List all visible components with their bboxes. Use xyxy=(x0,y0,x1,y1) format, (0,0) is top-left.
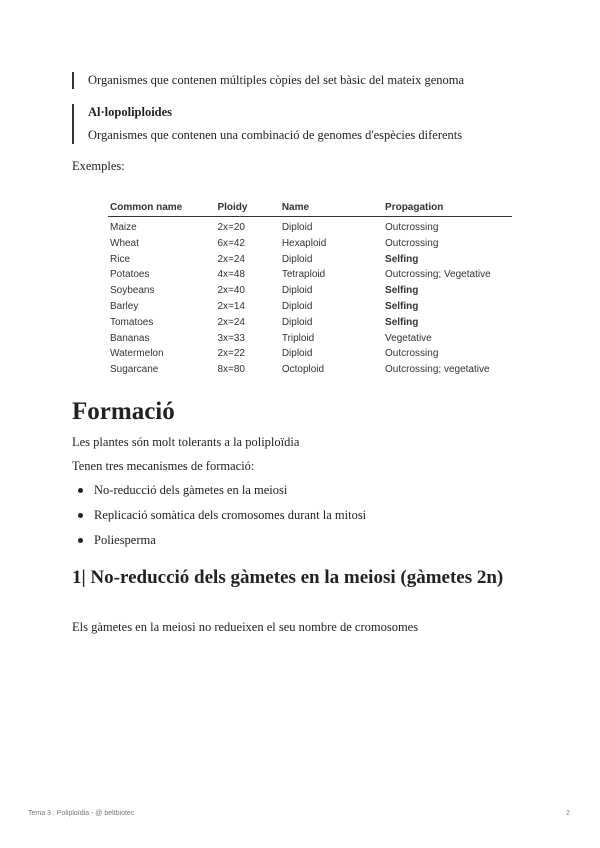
table-row xyxy=(108,315,512,331)
cell-name: Diploid xyxy=(281,300,313,312)
list-item-text: Poliesperma xyxy=(94,533,156,547)
cell-name: Tetraploid xyxy=(281,269,326,281)
cell-ploidy: 2x=22 xyxy=(217,348,245,360)
cell-common-name: Tomatoes xyxy=(110,316,154,328)
mechanisms-intro: Tenen tres mecanismes de formació: xyxy=(72,459,255,473)
cell-common-name: Wheat xyxy=(110,237,139,249)
bullet-icon xyxy=(78,488,83,493)
footer-title: Tema 3 : Poliploïdia - @ beltbiotec xyxy=(28,810,135,817)
alopoliploide-quote xyxy=(72,104,528,144)
cell-name: Diploid xyxy=(281,285,313,297)
cell-propagation: Outcrossing xyxy=(385,348,439,360)
table-row xyxy=(108,283,512,299)
autopoliploide-quote xyxy=(72,72,528,89)
section-1-description: Els gàmetes en la meiosi no redueixen el seu nombre de cromosomes xyxy=(72,620,419,634)
table-row xyxy=(108,331,512,347)
cell-name: Diploid xyxy=(281,348,313,360)
list-item-text: No-reducció dels gàmetes en la meiosi xyxy=(94,483,288,497)
cell-common-name: Maize xyxy=(110,222,137,233)
document-page xyxy=(72,0,528,848)
cell-ploidy: 2x=20 xyxy=(217,222,245,233)
alopoliploide-heading: Al·lopoliploides xyxy=(88,105,173,119)
cell-propagation: Outcrossing xyxy=(385,237,439,249)
poliploide-description: Organismes que contenen múltiples còpies del set bàsic del mateix genoma xyxy=(88,73,465,87)
cell-common-name: Barley xyxy=(110,300,139,312)
cell-ploidy: 2x=14 xyxy=(217,300,245,312)
list-item xyxy=(72,507,512,532)
cell-common-name: Bananas xyxy=(110,332,150,344)
table-row xyxy=(108,362,512,378)
cell-name: Diploid xyxy=(281,253,313,265)
table-row xyxy=(108,217,512,236)
cell-name: Triploid xyxy=(281,332,315,344)
alopoliploide-description: Organismes que contenen una combinació de genomes d'espècies diferents xyxy=(88,128,463,142)
cell-propagation: Vegetative xyxy=(385,332,432,344)
bullet-icon xyxy=(78,513,83,518)
cell-propagation: Selfing xyxy=(385,316,419,328)
cell-common-name: Watermelon xyxy=(110,348,164,360)
cell-ploidy: 2x=24 xyxy=(217,253,245,265)
cell-name: Diploid xyxy=(281,222,313,233)
page-number: 2 xyxy=(566,810,570,817)
formacio-intro: Les plantes són molt tolerants a la poliploïdia xyxy=(72,435,300,449)
cell-ploidy: 2x=40 xyxy=(217,285,245,297)
cell-propagation: Outcrossing; vegetative xyxy=(385,364,490,376)
cell-propagation: Selfing xyxy=(385,253,419,265)
list-item xyxy=(72,532,512,557)
mechanisms-list xyxy=(72,482,512,557)
header-propagation: Propagation xyxy=(383,198,512,217)
bullet-icon xyxy=(78,538,83,543)
examples-label: Exemples: xyxy=(72,159,125,173)
cell-ploidy: 2x=24 xyxy=(217,316,245,328)
table-row xyxy=(108,299,512,315)
table-header-row xyxy=(108,198,512,217)
cell-ploidy: 6x=42 xyxy=(217,237,245,249)
ploidy-table-figure xyxy=(108,198,512,380)
cell-common-name: Sugarcane xyxy=(110,364,159,376)
cell-name: Diploid xyxy=(281,316,313,328)
cell-common-name: Potatoes xyxy=(110,269,150,281)
cell-propagation: Outcrossing; Vegetative xyxy=(385,269,491,281)
table-row xyxy=(108,346,512,362)
cell-propagation: Selfing xyxy=(385,285,419,297)
formacio-heading: Formació xyxy=(72,398,175,425)
header-ploidy: Ploidy xyxy=(215,198,279,217)
ploidy-table xyxy=(108,198,512,378)
table-row xyxy=(108,236,512,252)
cell-propagation: Selfing xyxy=(385,300,419,312)
section-1-heading: 1| No-reducció dels gàmetes en la meiosi (gàmetes 2n) xyxy=(72,567,504,588)
cell-ploidy: 4x=48 xyxy=(217,269,245,281)
cell-ploidy: 8x=80 xyxy=(217,364,245,376)
list-item-text: Replicació somàtica dels cromosomes durant la mitosi xyxy=(94,508,367,522)
cell-common-name: Soybeans xyxy=(110,285,155,297)
cell-ploidy: 3x=33 xyxy=(217,332,245,344)
header-common-name: Common name xyxy=(108,198,215,217)
cell-common-name: Rice xyxy=(110,253,131,265)
table-row xyxy=(108,267,512,283)
table-row xyxy=(108,252,512,268)
cell-name: Octoploid xyxy=(281,364,325,376)
cell-propagation: Outcrossing xyxy=(385,222,439,233)
header-name: Name xyxy=(280,198,383,217)
cell-name: Hexaploid xyxy=(281,237,327,249)
list-item xyxy=(72,482,512,507)
